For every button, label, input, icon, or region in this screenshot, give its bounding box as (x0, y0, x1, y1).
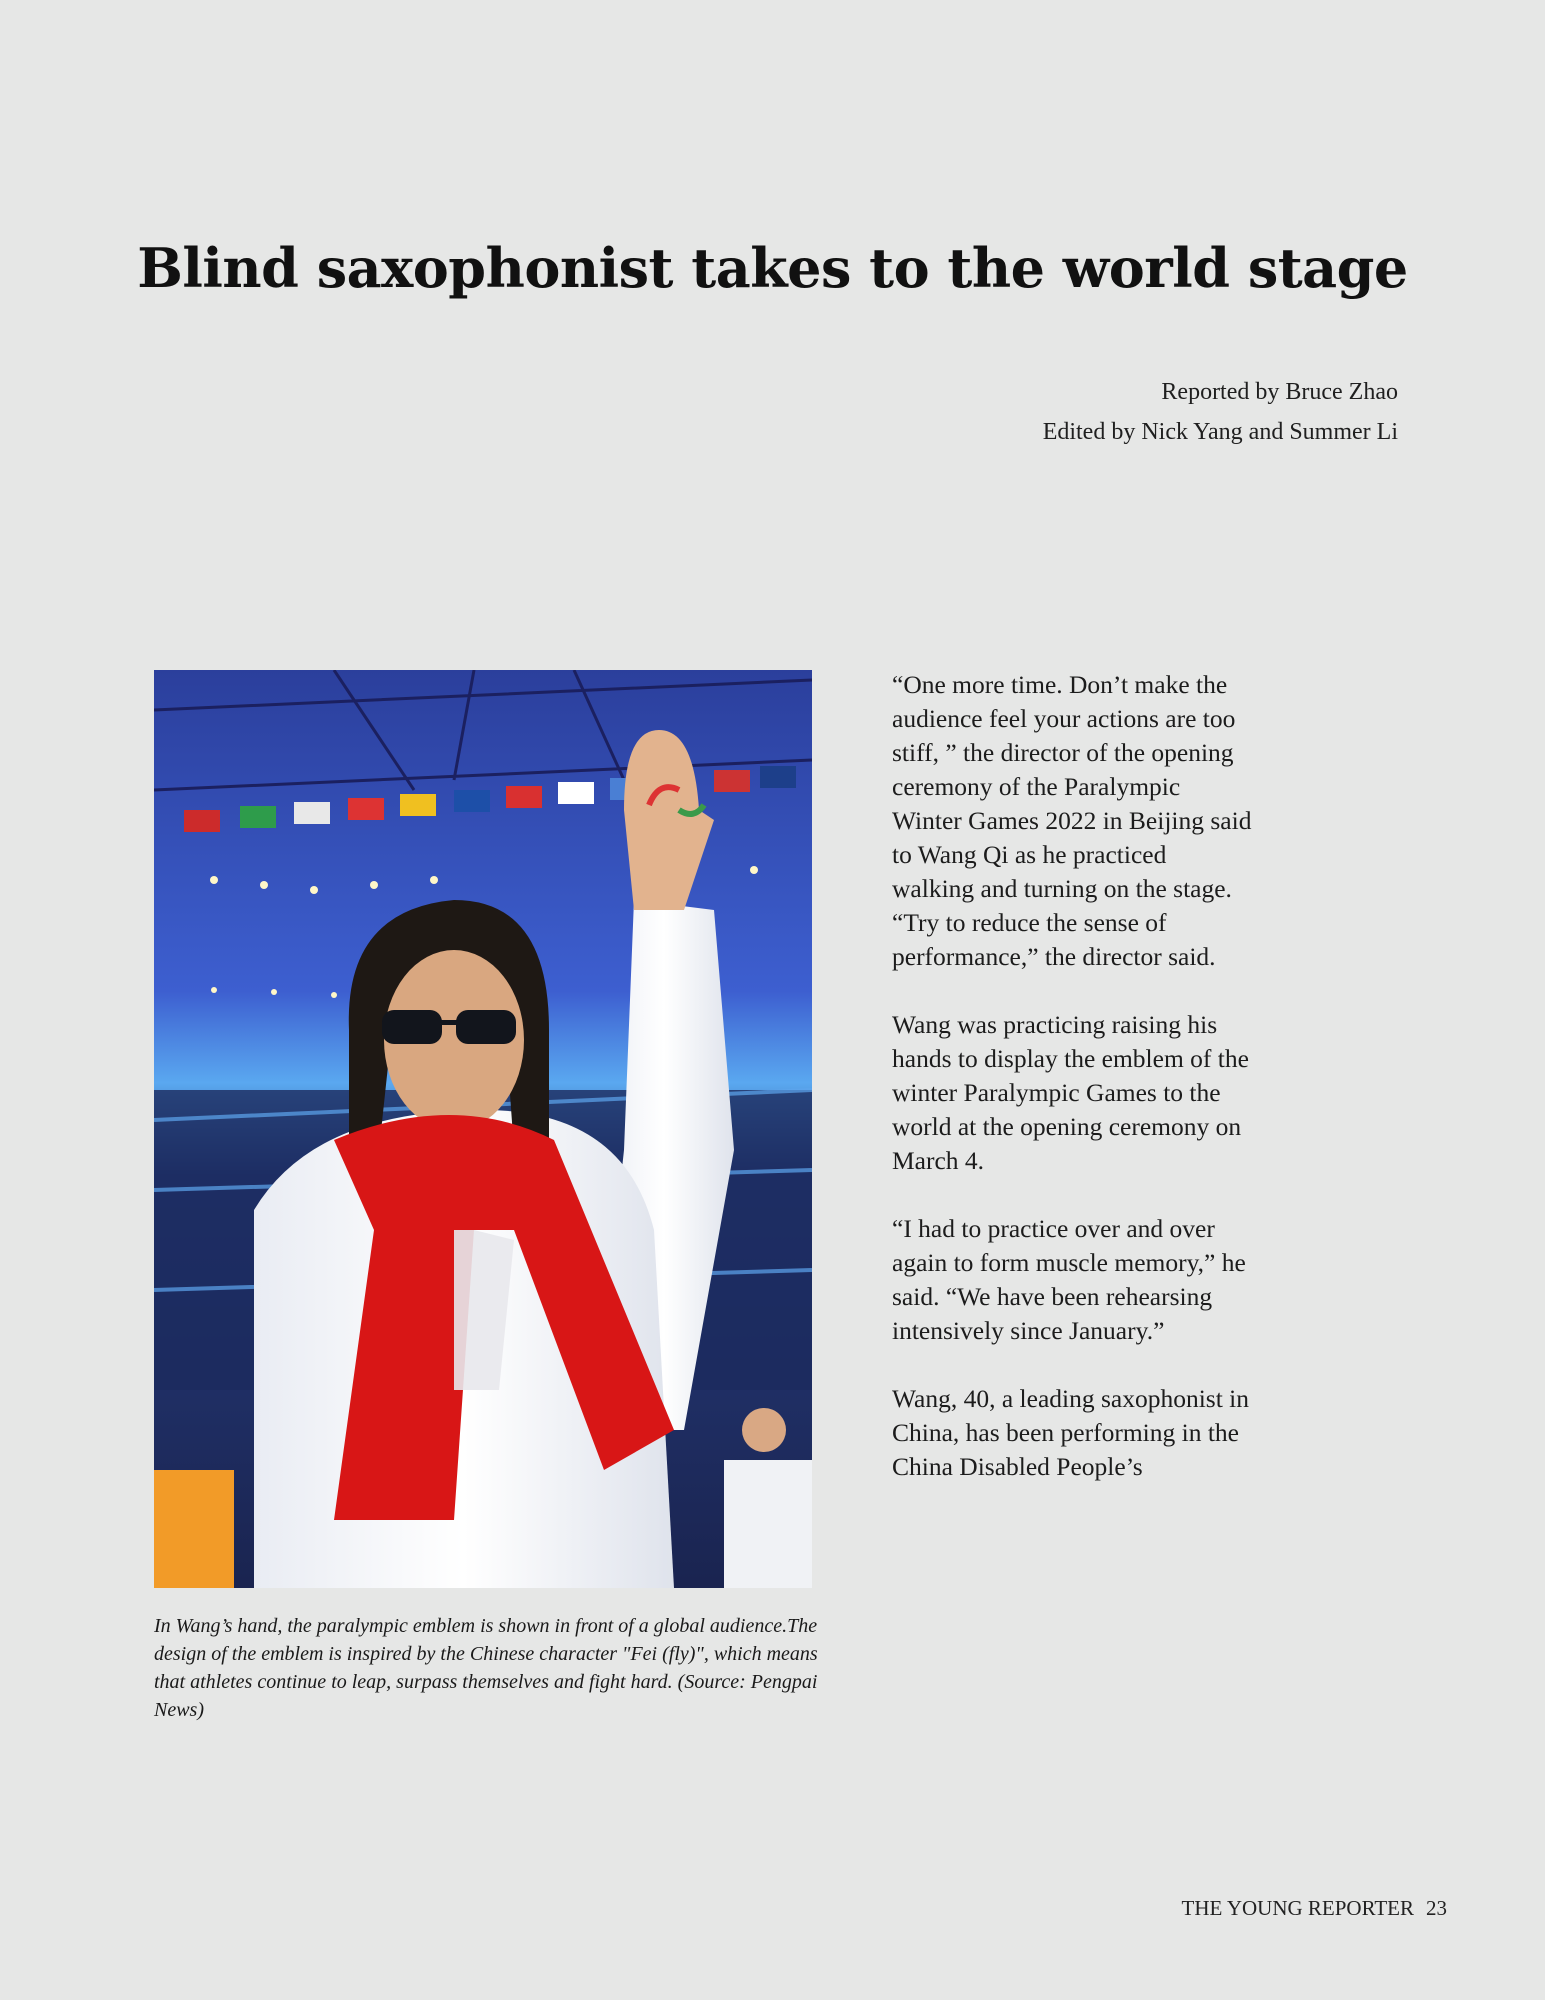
paragraph: Wang, 40, a leading saxophonist in China, has been performing in the China Disabled People’s (892, 1384, 1250, 1481)
headline: Blind saxophonist takes to the world stage (137, 236, 1408, 300)
paragraph: “One more time. Don’t make the audience feel your actions are too stiff, ” the director of the opening ceremony of the Paralympic Winter Games 2022 in Beijing said to Wang Qi as he practiced walking and turning on the stage. “Try to reduce the sense of performance,” the director said. (892, 670, 1252, 971)
reporter-credit: Reported by Bruce Zhao (1161, 379, 1398, 405)
paragraph: Wang was practicing raising his hands to display the emblem of the winter Paralympic Games to the world at the opening ceremony on March 4. (892, 1010, 1249, 1175)
page-number: 23 (1426, 1896, 1447, 1920)
paragraph: “I had to practice over and over again to form muscle memory,” he said. “We have been rehearsing intensively since January.” (892, 1214, 1246, 1345)
article-body (892, 668, 1252, 1518)
byline (1043, 372, 1398, 452)
photo-caption: In Wang’s hand, the paralympic emblem is shown in front of a global audience.The design of the emblem is inspired by the Chinese character "Fei (fly)", which means that athletes continue to leap, surpass themselves and fight hard. (Source: Pengpai News) (154, 1615, 818, 1721)
article-photo (154, 670, 812, 1588)
page-footer (1182, 1896, 1447, 1921)
publication-name: THE YOUNG REPORTER (1181, 1896, 1414, 1920)
editor-credit: Edited by Nick Yang and Summer Li (1042, 419, 1398, 445)
